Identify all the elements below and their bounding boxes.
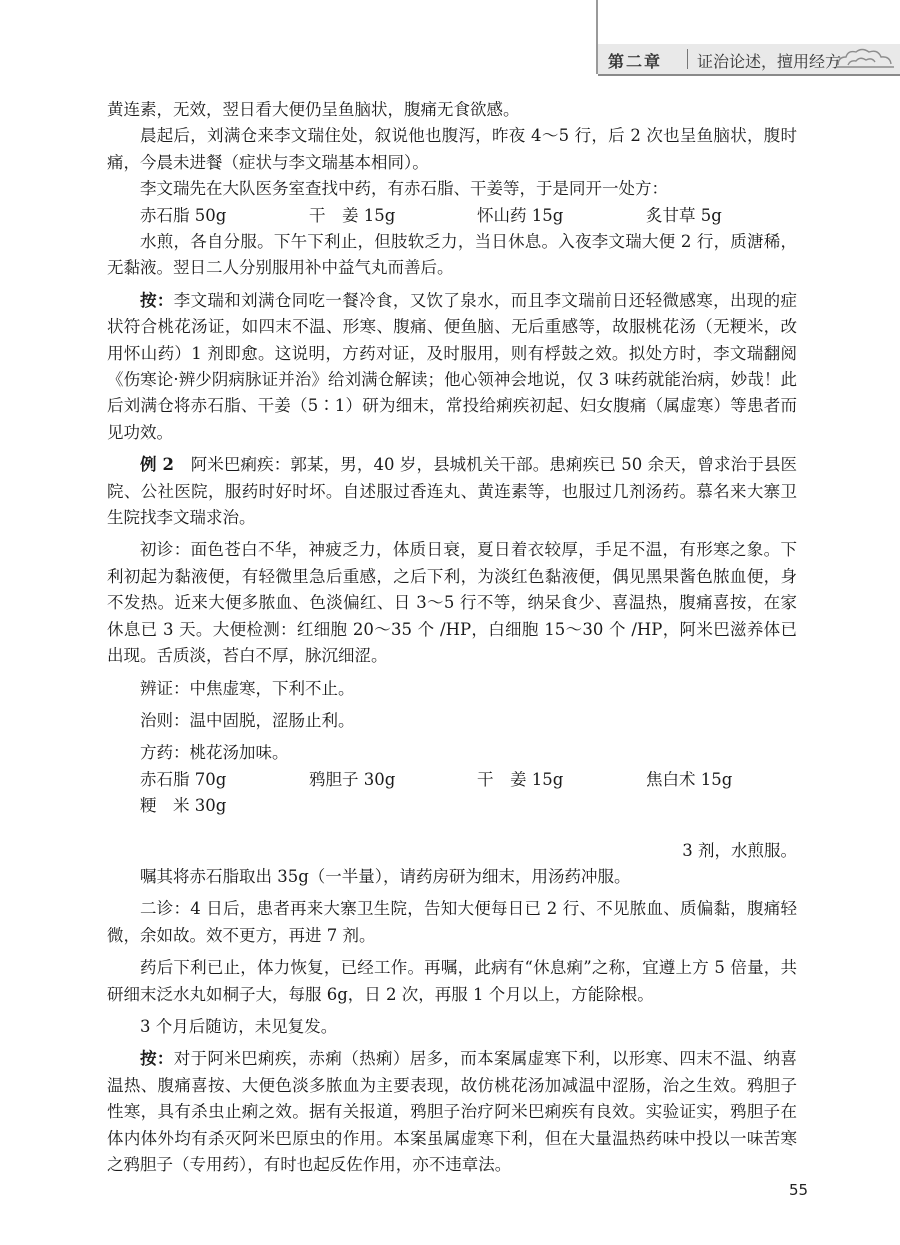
instructions: 嘱其将赤石脂取出 35g（一半量），请药房研为细末，用汤药冲服。 (140, 866, 631, 886)
herb-item: 炙甘草 5g (646, 205, 722, 225)
formula: 方药：桃花汤加味。 (140, 743, 289, 763)
header-separator (687, 49, 688, 69)
herb-item: 干 姜 15g (477, 769, 564, 789)
second-visit: 二诊：4 日后，患者再来大寨卫生院，告知大便每日已 2 行、不见脓血、质偏黏，腹痛轻微，余如故。效不更方，再进 7 剂。 (107, 899, 797, 945)
cloud-ornament-icon (834, 47, 896, 71)
dosage: 3 剂，水煎服。 (682, 840, 797, 860)
prescription-row-1 (107, 203, 797, 229)
case-label: 例 2 (140, 455, 174, 475)
page-number: 55 (789, 1181, 809, 1199)
commentary-label: 按： (140, 1049, 174, 1069)
herb-item: 鸦胆子 30g (309, 769, 396, 789)
herb-item: 赤石脂 50g (140, 205, 227, 225)
herb-item: 怀山药 15g (477, 205, 564, 225)
first-visit: 初诊：面色苍白不华，神疲乏力，体质日衰，夏日着衣较厚，手足不温，有形寒之象。下利初起为黏液便，有轻微里急后重感，之后下利，为淡红色黏液便，偶见黑果酱色脓血便，身不发热。近来大便多脓血、色淡偏红、日 3～5 行不等，纳呆食少、喜温热，腹痛喜按，在家休息已 3 天。大便检测：红细胞 20～35 个 /HP，白细胞 15～30 个 /HP，阿米巴滋养体已出现。舌质淡，苔白不厚，脉沉细涩。 (107, 540, 797, 666)
paragraph-morning: 晨起后，刘满仓来李文瑞住处，叙说他也腹泻，昨夜 4～5 行，后 2 次也呈鱼脑状，腹时痛，今晨未进餐（症状与李文瑞基本相同）。 (107, 126, 797, 172)
case-text: 阿米巴痢疾：郭某，男，40 岁，县城机关干部。患痢疾已 50 余天，曾求治于县医院、公社医院，服药时好时坏。自述服过香连丸、黄连素等，也服过几剂汤药。慕名来大寨卫生院找李文瑞求治。 (107, 455, 797, 528)
case-2-intro (107, 452, 797, 531)
herb-item: 赤石脂 70g (140, 769, 227, 789)
herb-item: 焦白术 15g (646, 769, 733, 789)
commentary-2 (107, 1046, 797, 1178)
herb-item: 粳 米 30g (140, 796, 227, 816)
commentary-label: 按： (140, 290, 174, 310)
diagnosis: 辨证：中焦虚寒，下利不止。 (140, 678, 355, 698)
treatment-principle: 治则：温中固脱，涩肠止利。 (140, 710, 355, 730)
paragraph-prescribe: 李文瑞先在大队医务室查找中药，有赤石脂、干姜等，于是同开一处方： (140, 179, 668, 199)
commentary-text: 李文瑞和刘满仓同吃一餐冷食，又饮了泉水，而且李文瑞前日还轻微感寒，出现的症状符合桃花汤证，如四末不温、形寒、腹痛、便鱼脑、无后重感等，故服桃花汤（无粳米，改用怀山药）1 剂即愈。这说明，方药对证，及时服用，则有桴鼓之效。拟处方时，李文瑞翻阅《伤寒论·辨少阴病脉证并治》给刘满仓解读；他心领神会地说，仅 3 味药就能治病，妙哉！此后刘满仓将赤石脂、干姜（5∶1）研为细末，常投给痢疾初起、妇女腹痛（属虚寒）等患者而见功效。 (107, 290, 798, 442)
article-body (107, 97, 797, 1178)
chapter-title: 证治论述，擅用经方 (697, 52, 842, 71)
chapter-label: 第二章 (608, 52, 663, 71)
paragraph-continued: 黄连素，无效，翌日看大便仍呈鱼脑状，腹痛无食欲感。 (107, 100, 520, 119)
running-header (598, 44, 900, 76)
followup: 3 个月后随访，未见复发。 (140, 1016, 338, 1036)
herb-item: 干 姜 15g (309, 205, 396, 225)
prescription-row-3 (107, 793, 797, 819)
paragraph-decoct: 水煎，各自分服。下午下利止，但肢软乏力，当日休息。入夜李文瑞大便 2 行，质溏稀，无黏液。翌日二人分别服用补中益气丸而善后。 (107, 232, 797, 278)
prescription-row-2 (107, 767, 797, 793)
commentary-1 (107, 288, 797, 446)
commentary-text: 对于阿米巴痢疾，赤痢（热痢）居多，而本案属虚寒下利，以形寒、四末不温、纳喜温热、腹痛喜按、大便色淡多脓血为主要表现，故仿桃花汤加减温中涩肠，治之生效。鸦胆子性寒，具有杀虫止痢之效。据有关报道，鸦胆子治疗阿米巴痢疾有良效。实验证实，鸦胆子在体内体外均有杀灭阿米巴原虫的作用。本案虽属虚寒下利，但在大量温热药味中投以一味苦寒之鸦胆子（专用药），有时也起反佐作用，亦不违章法。 (107, 1049, 798, 1174)
after-treatment: 药后下利已止，体力恢复，已经工作。再嘱，此病有“休息痢”之称，宜遵上方 5 倍量，共研细末泛水丸如桐子大，每服 6g，日 2 次，再服 1 个月以上，方能除根。 (107, 958, 797, 1004)
